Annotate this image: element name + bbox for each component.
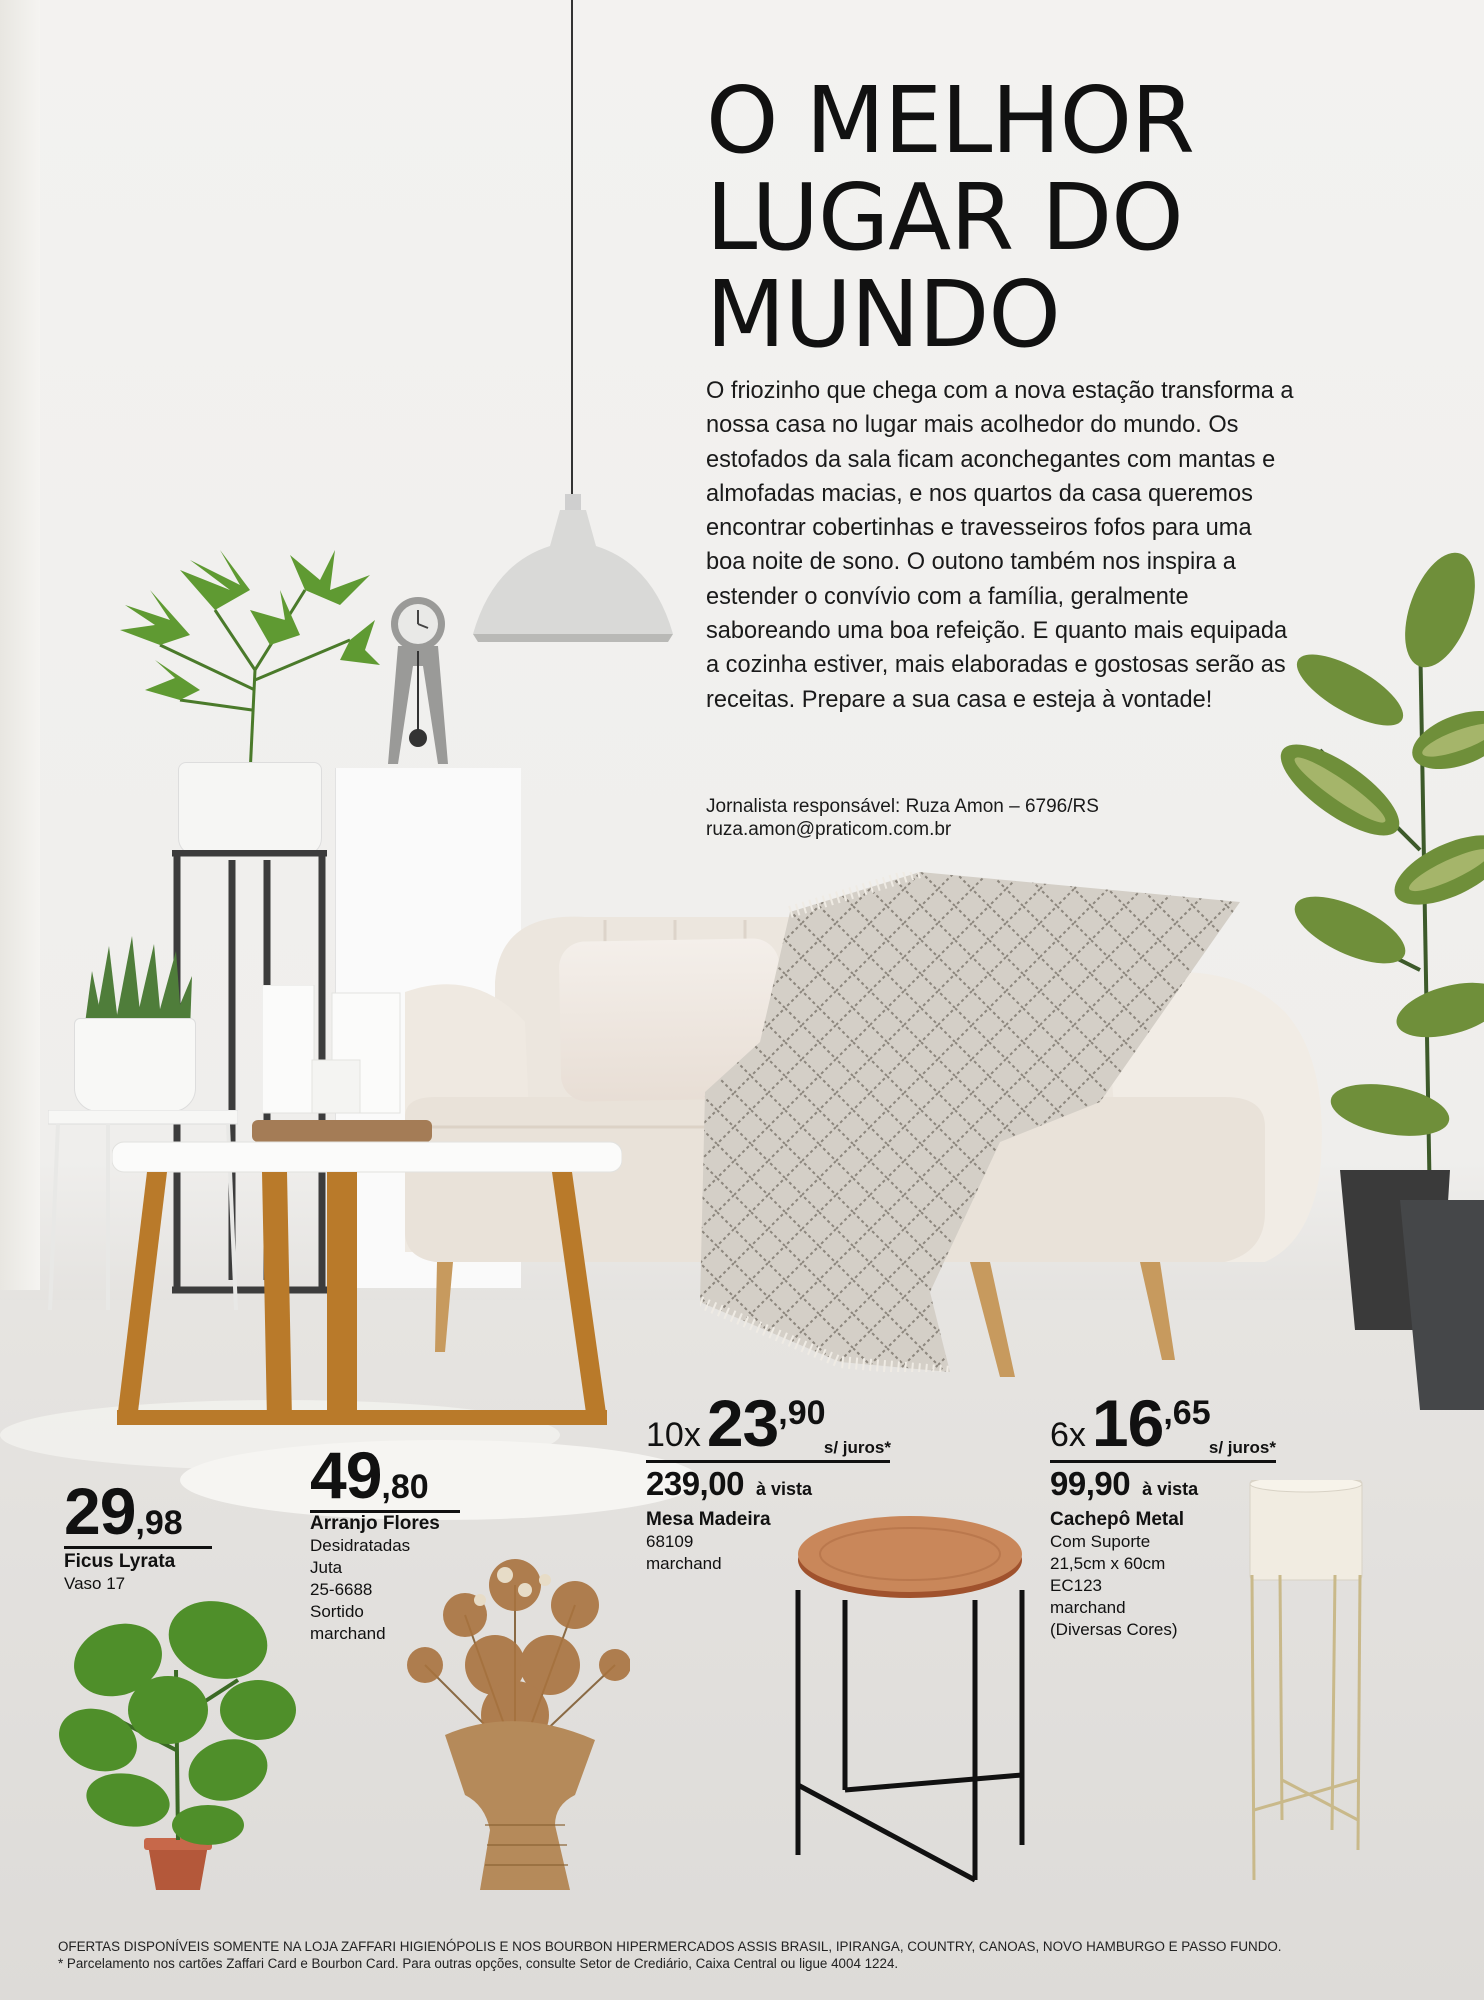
cash-price: 239,00 xyxy=(646,1465,744,1502)
price-decimal: ,80 xyxy=(381,1468,429,1506)
product-detail: 25-6688 xyxy=(310,1580,373,1599)
product-name: Cachepô Metal xyxy=(1050,1509,1185,1530)
footer-line-1: OFERTAS DISPONÍVEIS SOMENTE NA LOJA ZAFFARI HIGIENÓPOLIS E NOS BOURBON HIPERMERCADOS ASSIS BRASIL, IPIRANGA, COUNTRY, CANOAS, NOVO HAMBURGO E PASSO FUNDO. xyxy=(58,1939,1282,1954)
product-name: Mesa Madeira xyxy=(646,1509,771,1530)
cash-label: à vista xyxy=(1142,1479,1199,1499)
cash-price-row xyxy=(646,1465,896,1503)
pendant-cord xyxy=(571,0,573,495)
no-interest-label: s/ juros* xyxy=(1208,1438,1276,1457)
dark-pots-icon xyxy=(1340,1170,1484,1410)
product-detail: (Diversas Cores) xyxy=(1050,1620,1178,1639)
installment-count: 6x xyxy=(1050,1416,1086,1454)
pendant-lamp-icon xyxy=(468,494,678,644)
headline-line-2: LUGAR DO xyxy=(706,164,1183,271)
product-detail: Desidratadas xyxy=(310,1536,411,1555)
price-rule xyxy=(646,1460,890,1463)
curtain xyxy=(0,0,40,1290)
product-ficus xyxy=(64,1474,224,1595)
no-interest-label: s/ juros* xyxy=(823,1438,891,1457)
pendulum-clock-icon xyxy=(383,596,453,766)
footer-disclaimer xyxy=(58,1938,1428,1972)
price-decimal: ,65 xyxy=(1163,1394,1211,1432)
dried-flowers-icon xyxy=(405,1555,630,1890)
cash-price: 99,90 xyxy=(1050,1465,1131,1502)
ficus-plant-icon xyxy=(58,1600,298,1890)
headline-line-3: MUNDO xyxy=(706,261,1060,368)
product-detail: Sortido xyxy=(310,1602,364,1621)
price-integer: 49 xyxy=(310,1438,382,1512)
product-name: Ficus Lyrata xyxy=(64,1551,176,1572)
installment-count: 10x xyxy=(646,1416,701,1454)
small-white-pot xyxy=(74,1018,196,1112)
product-detail: EC123 xyxy=(1050,1576,1102,1595)
price-integer: 29 xyxy=(64,1474,136,1548)
footer-line-2: * Parcelamento nos cartões Zaffari Card e Bourbon Card. Para outras opções, consulte Setor de Crediário, Caixa Central ou ligue 4004 1224. xyxy=(58,1956,899,1971)
journalist-name: Jornalista responsável: Ruza Amon – 6796/RS xyxy=(706,796,1099,817)
journalist-credit xyxy=(706,795,1206,841)
product-price xyxy=(64,1474,224,1548)
product-detail: Com Suporte xyxy=(1050,1532,1151,1551)
white-basket xyxy=(178,762,322,856)
product-name: Arranjo Flores xyxy=(310,1513,440,1534)
coffee-table-icon xyxy=(112,1120,622,1440)
headline-line-1: O MELHOR xyxy=(706,67,1194,174)
price-decimal: ,98 xyxy=(135,1504,183,1542)
body-paragraph: O friozinho que chega com a nova estação transforma a nossa casa no lugar mais acolhedor do mundo. Os estofados da sala ficam aconchegantes com mantas e almofadas macias, e nos quartos da casa queremos encontrar cobertinhas e travesseiros fofos para uma boa noite de sono. O outono também nos inspira a estender o convívio com a família, geralmente saboreando uma boa refeição. E quanto mais equipada a cozinha estiver, mais elaboradas e gostosas serão as receitas. Prepare a sua casa e esteja à vontade! xyxy=(706,378,1294,713)
journalist-email: ruza.amon@praticom.com.br xyxy=(706,819,952,840)
palm-plant-icon xyxy=(120,550,380,780)
price-integer: 16 xyxy=(1091,1386,1164,1460)
cash-label: à vista xyxy=(755,1479,812,1499)
product-detail: 21,5cm x 60cm xyxy=(1050,1554,1166,1573)
product-detail: marchand xyxy=(310,1624,386,1643)
wood-stool-icon xyxy=(790,1510,1030,1885)
knit-throw-icon xyxy=(700,872,1245,1372)
rubber-plant-icon xyxy=(1280,550,1484,1210)
succulent-icon xyxy=(84,936,194,1031)
price-integer: 23 xyxy=(706,1386,779,1460)
product-detail: Juta xyxy=(310,1558,343,1577)
product-detail: Vaso 17 xyxy=(64,1574,126,1593)
candles-icon xyxy=(262,985,412,1115)
price-decimal: ,90 xyxy=(778,1394,826,1432)
product-price xyxy=(310,1438,490,1512)
metal-planter-icon xyxy=(1240,1480,1375,1885)
headline xyxy=(706,67,1406,368)
product-detail: marchand xyxy=(646,1554,722,1573)
price-rule xyxy=(1050,1460,1276,1463)
product-detail: marchand xyxy=(1050,1598,1126,1617)
product-detail: 68109 xyxy=(646,1532,694,1551)
